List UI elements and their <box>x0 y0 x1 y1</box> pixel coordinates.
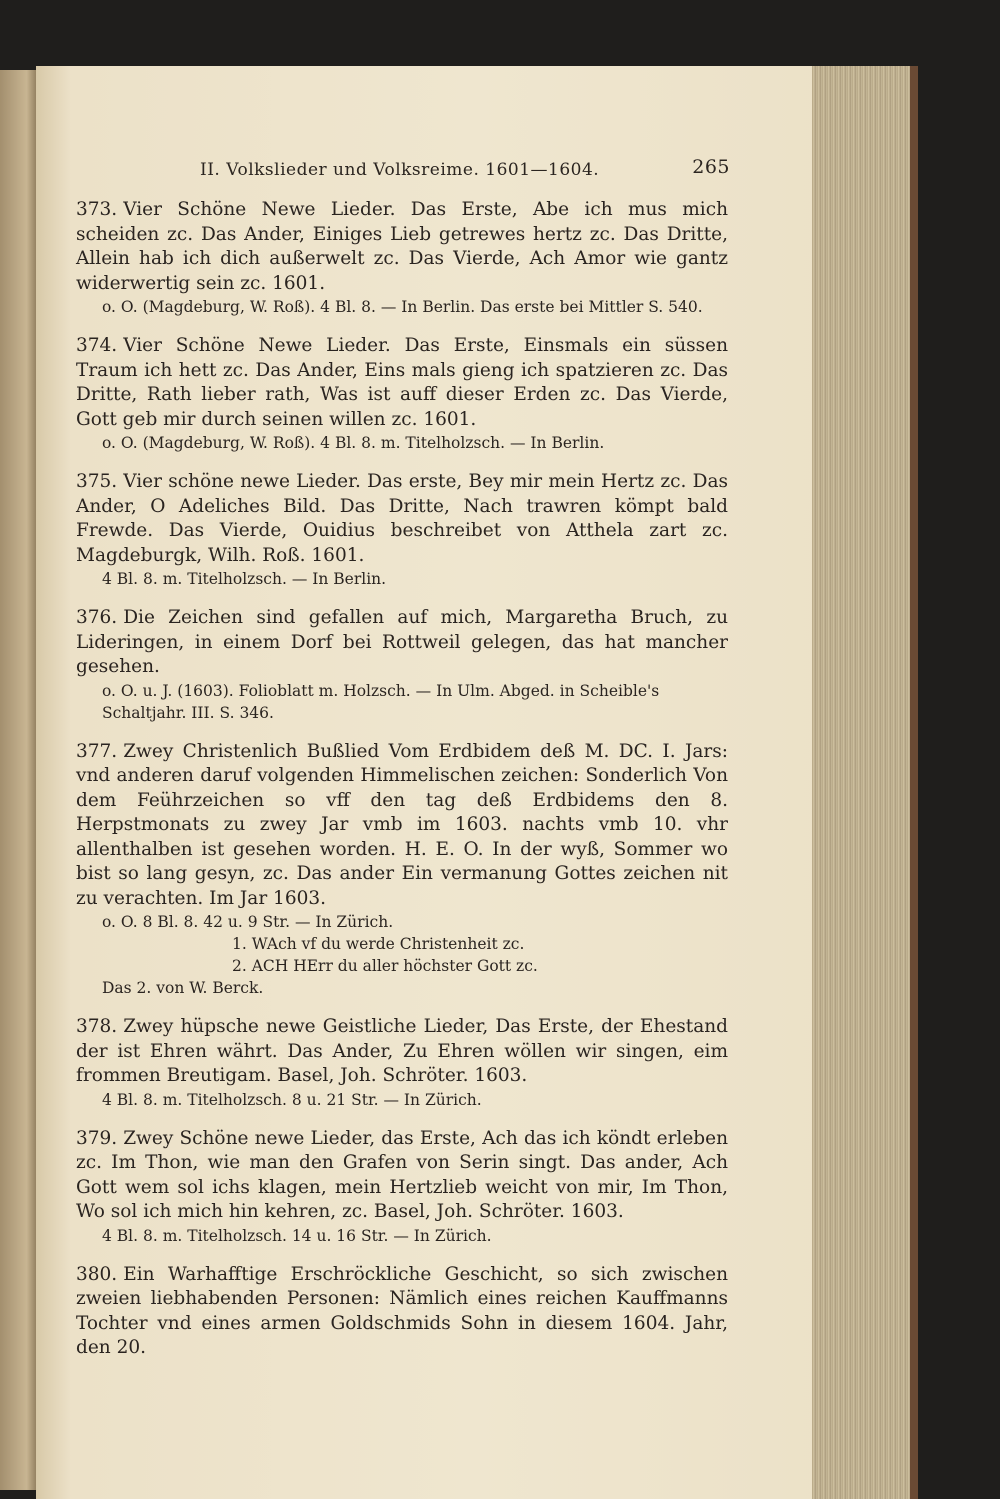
entry-number: 380. <box>76 1263 118 1285</box>
running-title: II. Volkslieder und Volksreime. 1601—1604. <box>200 160 600 180</box>
catalog-entry <box>76 198 728 318</box>
entry-number: 376. <box>76 607 118 628</box>
bibliographic-note: 4 Bl. 8. m. Titelholzsch. 8 u. 21 Str. — In Zürich. <box>102 1090 482 1109</box>
entry-body <box>76 334 728 432</box>
entry-title: Vier schöne newe Lieder. Das erste, Bey mir mein Hertz zc. Das Ander, O Adeliches Bild. Das Dritte, Nach trawren kömpt bald Frewde. Das Vierde, Ouidius beschreibet von Atthela zart zc. Magdeburgk, Wilh. Roß. 1601. <box>76 471 728 566</box>
entry-body <box>76 1263 728 1361</box>
catalog-entry <box>76 334 728 454</box>
entry-body <box>76 198 728 296</box>
entry-body <box>76 1015 728 1089</box>
entry-body <box>76 470 728 568</box>
bibliographic-note: o. O. (Magdeburg, W. Roß). 4 Bl. 8. — In Berlin. Das erste bei Mittler S. 540. <box>102 298 703 316</box>
entry-body <box>76 1127 728 1225</box>
facing-page-edge <box>0 70 38 1490</box>
entry-title: Zwey Christenlich Bußlied Vom Erdbidem deß M. DC. I. Jars: vnd anderen daruf volgenden Himmelischen zeichen: Sonderlich Von dem Feührzeichen so vff den tag deß Erdbidems den 8. Herpstmonats zu zwey Jar vmb im 1603. nachts vmb 10. vhr allenthalben ist gesehen worden. H. E. O. In der wyß, Sommer wo bist so lang gesyn, zc. Das ander Ein vermanung Gottes zeichen nit zu verachten. Im Jar 1603. <box>76 740 728 909</box>
bibliographic-note: o. O. (Magdeburg, W. Roß). 4 Bl. 8. m. Titelholzsch. — In Berlin. <box>102 434 605 452</box>
bibliographic-note: 4 Bl. 8. m. Titelholzsch. — In Berlin. <box>102 570 387 588</box>
catalog-entry <box>76 1015 728 1111</box>
entry-title: Zwey hüpsche newe Geistliche Lieder, Das Erste, der Ehestand der ist Ehren währt. Das Ander, Zu Ehren wöllen wir singen, eim frommen Breutigam. Basel, Joh. Schröter. 1603. <box>76 1016 728 1086</box>
entry-title: Vier Schöne Newe Lieder. Das Erste, Einsmals ein süssen Traum ich hett zc. Das Ander, Eins mals gieng ich spatzieren zc. Das Dritte, Rath lieber rath, Was ist auff dieser Erden zc. Das Vierde, Gott geb mir durch seinen willen zc. 1601. <box>76 335 728 430</box>
catalog-entry <box>76 1127 728 1247</box>
entry-title: Ein Warhafftige Erschröckliche Geschicht, so sich zwischen zweien liebhabenden Personen: Nämlich eines reichen Kauffmanns Tochter vnd eines armen Goldschmids Sohn in diesem 1604. Jahr, den 20. <box>76 1263 728 1358</box>
first-line-item: 2. ACH HErr du aller höchster Gott zc. <box>232 957 538 975</box>
bibliographic-note: o. O. 8 Bl. 8. 42 u. 9 Str. — In Zürich. <box>102 913 394 931</box>
entry-title: Zwey Schöne newe Lieder, das Erste, Ach das ich köndt erleben zc. Im Thon, wie man den Grafen von Serin singt. Das ander, Ach Gott wem sol ichs klagen, mein Hertzlieb weicht von mir, Im Thon, Wo sol ich mich hin kehren, zc. Basel, Joh. Schröter. 1603. <box>76 1127 728 1222</box>
running-header <box>200 156 730 184</box>
author-note: Das 2. von W. Berck. <box>102 979 264 997</box>
page-number: 265 <box>692 156 730 178</box>
catalog-entry <box>76 1263 728 1361</box>
page-block-edges <box>812 66 918 1499</box>
catalog-entry <box>76 606 728 724</box>
entry-body <box>76 606 728 680</box>
catalog-entry <box>76 740 728 1000</box>
entry-title: Die Zeichen sind gefallen auf mich, Margaretha Bruch, zu Lideringen, in einem Dorf bei Rottweil gelegen, das hat mancher gesehen. <box>76 607 728 677</box>
entry-number: 378. <box>76 1016 118 1037</box>
bibliographic-note: o. O. u. J. (1603). Folioblatt m. Holzsch. — In Ulm. Abged. in Scheible's Schaltjahr. III. S. 346. <box>102 681 660 722</box>
bibliographic-note: 4 Bl. 8. m. Titelholzsch. 14 u. 16 Str. — In Zürich. <box>102 1226 492 1245</box>
entry-number: 379. <box>76 1127 118 1149</box>
entry-number: 373. <box>76 199 118 220</box>
entry-number: 374. <box>76 335 118 356</box>
entry-title: Vier Schöne Newe Lieder. Das Erste, Abe ich mus mich scheiden zc. Das Ander, Einiges Lieb getrewes hertz zc. Das Dritte, Allein hab ich dich außerwelt zc. Das Vierde, Ach Amor wie gantz widerwertig sein zc. 1601. <box>76 199 728 294</box>
entry-number: 375. <box>76 471 118 492</box>
page-content <box>76 198 728 1377</box>
catalog-entry <box>76 470 728 590</box>
entry-body <box>76 740 728 912</box>
first-line-item: 1. WAch vf du werde Christenheit zc. <box>232 935 525 953</box>
entry-number: 377. <box>76 740 118 762</box>
